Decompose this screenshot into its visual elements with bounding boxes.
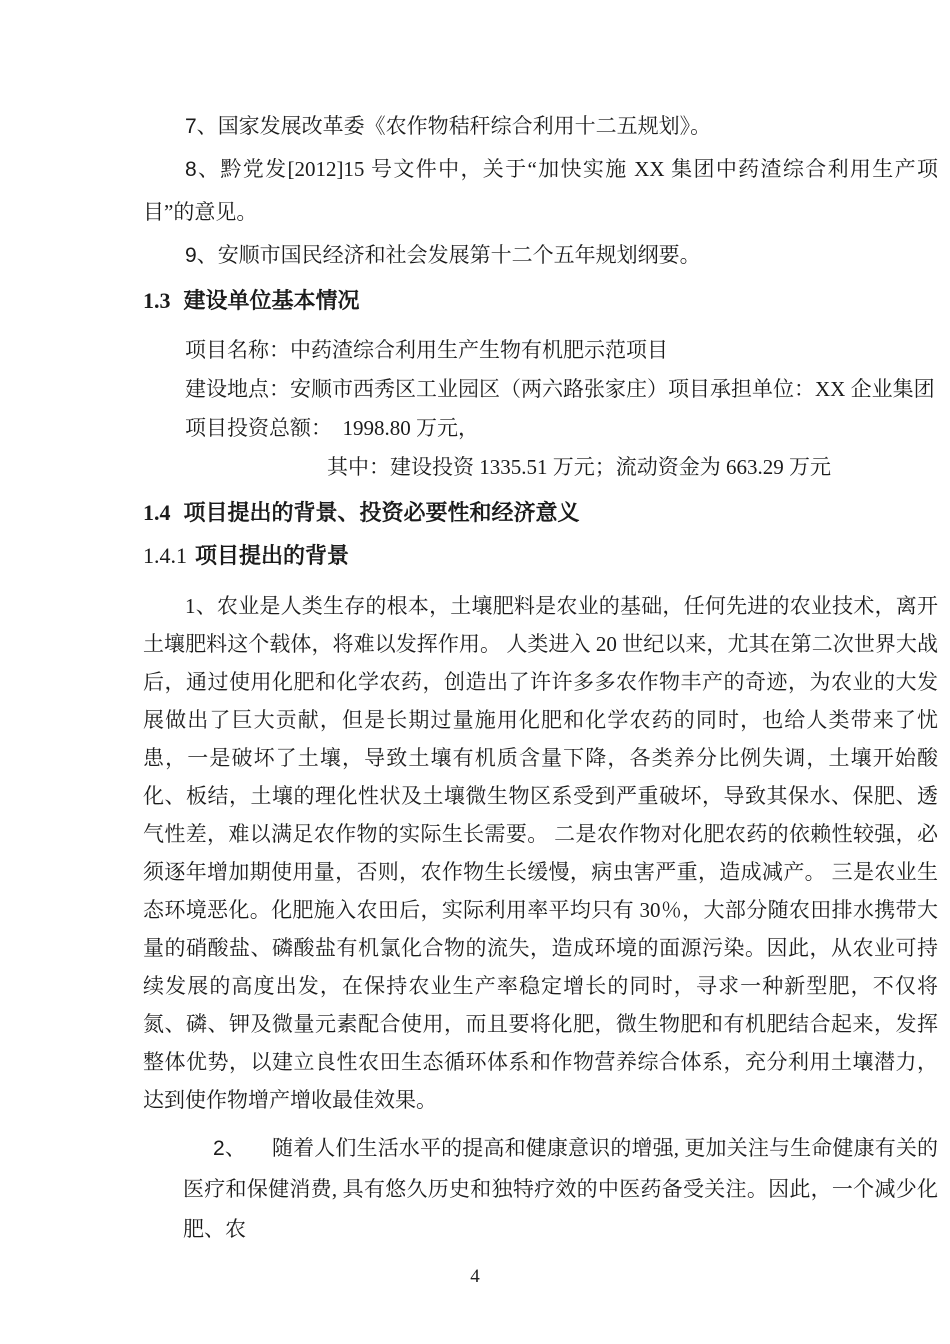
- reference-item-number: 9、: [185, 244, 218, 267]
- paragraph-text: 随着人们生活水平的提高和健康意识的增强, 更加关注与生命健康有关的医疗和保健消费, 具有悠久历史和独特疗效的中医药备受关注。因此，一个减少化肥、农: [183, 1136, 939, 1241]
- background-paragraph-1: 1、农业是人类生存的根本，土壤肥料是农业的基础，任何先进的农业技术，离开土壤肥料这个载体，将难以发挥作用。 人类进入 20 世纪以来，尤其在第二次世界大战后，通过使用化肥和化学农药，创造出了许许多多农作物丰产的奇迹，为农业的大发展做出了巨大贡献，但是长期过量施用化肥和化学农药的同时，也给人类带来了忧患，一是破坏了土壤，导致土壤有机质含量下降，各类养分比例失调，土壤开始酸化、板结，土壤的理化性状及土壤微生物区系受到严重破坏，导致其保水、保肥、透气性差，难以满足农作物的实际生长需要。 二是农作物对化肥农药的依赖性较强，必须逐年增加期使用量，否则，农作物生长缓慢，病虫害严重，造成减产。 三是农业生态环境恶化。化肥施入农田后，实际利用率平均只有 30％，大部分随农田排水携带大量的硝酸盐、磷酸盐有机氯化合物的流失，造成环境的面源污染。因此，从农业可持续发展的高度出发，在保持农业生产率稳定增长的同时，寻求一种新型肥，不仅将氮、磷、钾及微量元素配合使用，而且要将化肥，微生物肥和有机肥结合起来，发挥整体优势，以建立良性农田生态循环体系和作物营养综合体系，充分利用土壤潜力，达到使作物增产增收最佳效果。: [143, 594, 938, 1112]
- project-investment-line: 项目投资总额： 1998.80 万元，: [185, 416, 479, 440]
- page-number: 4: [470, 1266, 480, 1287]
- project-name-line: 项目名称：中药渣综合利用生产生物有机肥示范项目: [185, 338, 668, 362]
- paragraph-number: 2、: [213, 1137, 246, 1160]
- reference-item-9: [143, 234, 938, 277]
- background-paragraph-2: [183, 1128, 938, 1249]
- section-heading-1-3: [143, 283, 938, 319]
- reference-item-text: 黔党发[2012]15 号文件中，关于“加快实施 XX 集团中药渣综合利用生产项目”的意见。: [143, 157, 938, 224]
- reference-item-7: [143, 105, 938, 148]
- reference-item-number: 7、: [185, 115, 218, 138]
- reference-item-text: 安顺市国民经济和社会发展第十二个五年规划纲要。: [217, 243, 701, 267]
- reference-item-number: 8、: [185, 158, 221, 181]
- section-title: 项目提出的背景、投资必要性和经济意义: [183, 500, 580, 525]
- project-info-block: [143, 331, 938, 487]
- section-number: 1.4: [143, 500, 171, 525]
- subsection-heading-1-4-1: [143, 538, 938, 574]
- section-number: 1.3: [143, 288, 171, 313]
- reference-item-text: 国家发展改革委《农作物秸秆综合利用十二五规划》。: [217, 114, 712, 138]
- subsection-number: 1.4.1: [143, 543, 187, 568]
- project-location-line: 建设地点：安顺市西秀区工业园区（两六路张家庄）项目承担单位：XX 企业集团: [185, 377, 935, 401]
- section-heading-1-4: [143, 495, 938, 531]
- reference-list: [143, 105, 938, 277]
- section-title: 建设单位基本情况: [183, 288, 360, 313]
- reference-item-8: [143, 148, 938, 234]
- subsection-title: 项目提出的背景: [195, 543, 350, 568]
- investment-breakdown-line: 其中：建设投资 1335.51 万元；流动资金为 663.29 万元: [327, 455, 831, 479]
